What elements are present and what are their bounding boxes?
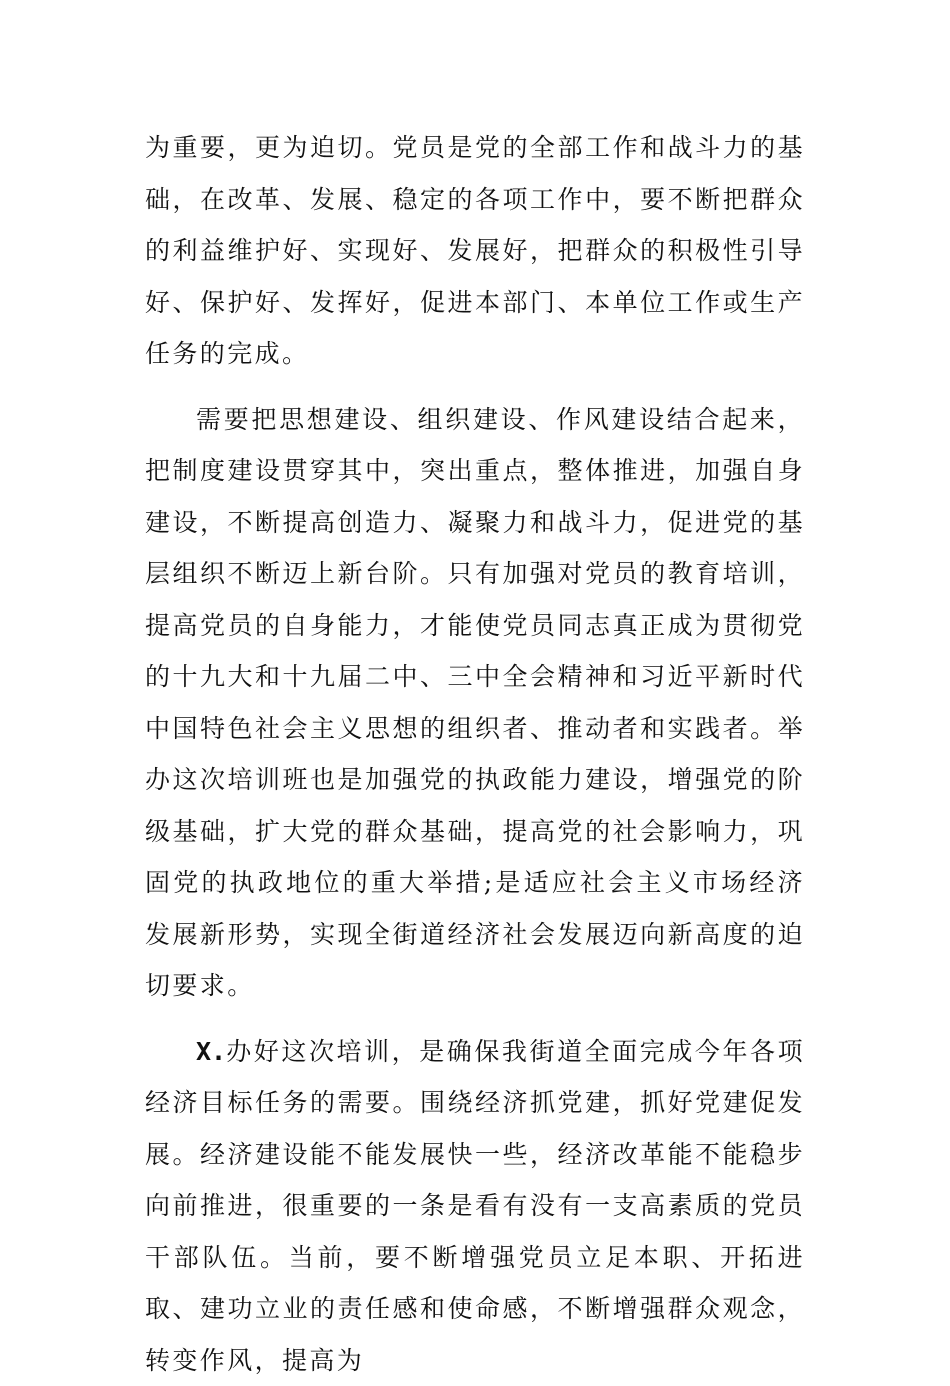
paragraph-continued: 为重要，更为迫切。党员是党的全部工作和战斗力的基础，在改革、发展、稳定的各项工作中，要不断把群众的利益维护好、实现好、发展好，把群众的积极性引导好、保护好、发挥好，促进本部门、本单位工作或生产任务的完成。 (145, 122, 805, 380)
paragraph-number: X. (196, 1037, 226, 1066)
paragraph-training-text: 办好这次培训，是确保我街道全面完成今年各项经济目标任务的需要。围绕经济抓党建，抓好党建促发展。经济建设能不能发展快一些，经济改革能不能稳步向前推进，很重要的一条是看有没有一支高素质的党员干部队伍。当前，要不断增强党员立足本职、开拓进取、建功立业的责任感和使命感，不断增强群众观念，转变作风，提高为 (145, 1037, 805, 1375)
paragraph-party-building: 需要把思想建设、组织建设、作风建设结合起来，把制度建设贯穿其中，突出重点，整体推进，加强自身建设，不断提高创造力、凝聚力和战斗力，促进党的基层组织不断迈上新台阶。只有加强对党员的教育培训，提高党员的自身能力，才能使党员同志真正成为贯彻党的十九大和十九届二中、三中全会精神和习近平新时代中国特色社会主义思想的组织者、推动者和实践者。举办这次培训班也是加强党的执政能力建设，增强党的阶级基础，扩大党的群众基础，提高党的社会影响力，巩固党的执政地位的重大举措;是适应社会主义市场经济发展新形势，实现全街道经济社会发展迈向新高度的迫切要求。 (145, 394, 805, 1012)
body-text (145, 122, 805, 1386)
paragraph-training-goals (145, 1026, 805, 1386)
